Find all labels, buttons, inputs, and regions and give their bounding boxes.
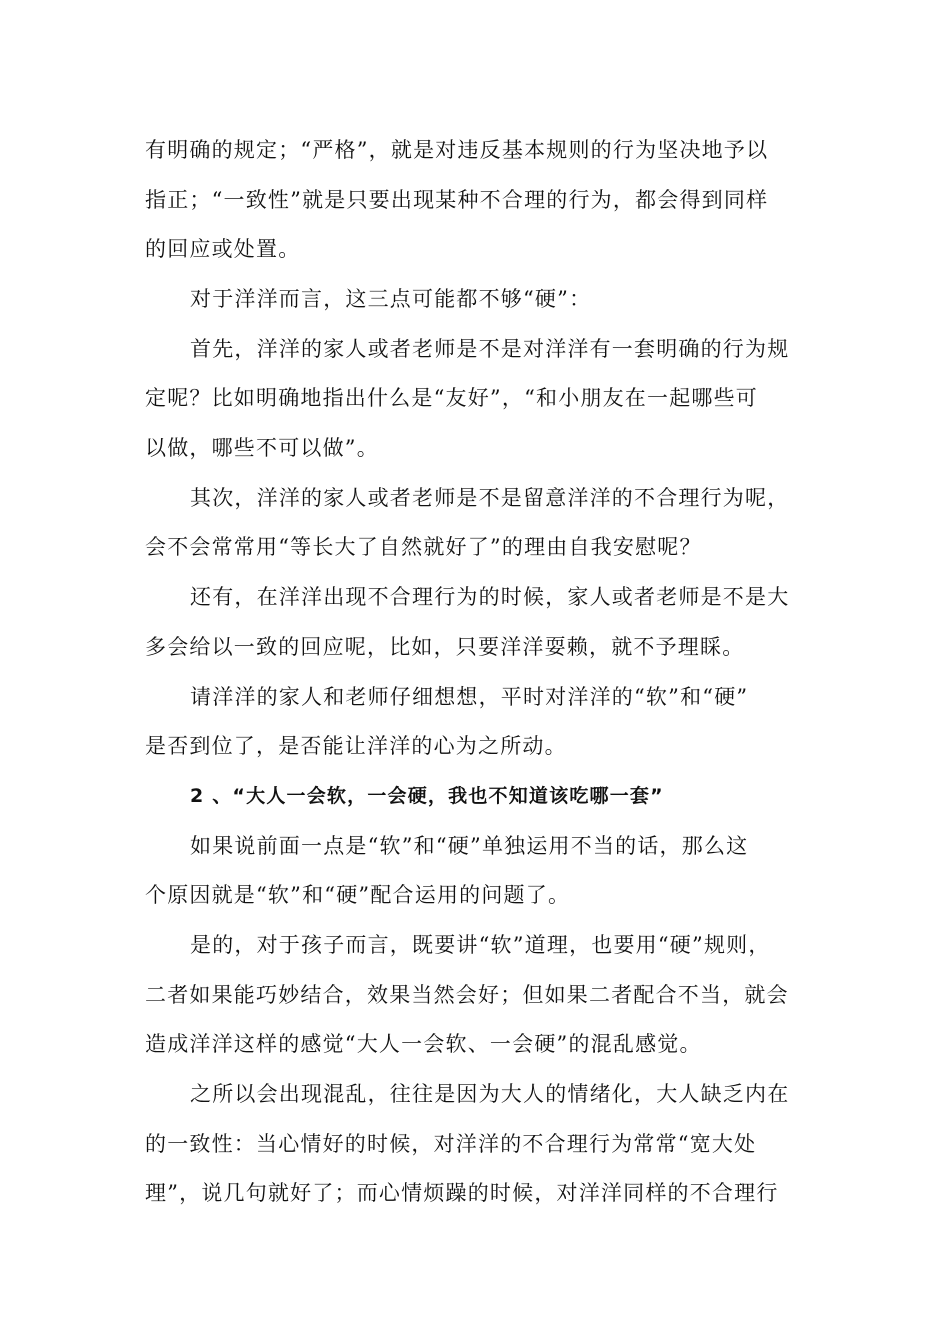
- text-line-17: 是的，对于孩子而言，既要讲“软”道理，也要用“硬”规则，: [190, 933, 771, 957]
- text-line-1: 有明确的规定；“严格”，就是对违反基本规则的行为坚决地予以: [145, 138, 769, 162]
- text-line-8: 其次，洋洋的家人或者老师是不是留意洋洋的不合理行为呢，: [190, 486, 790, 510]
- text-line-4: 对于洋洋而言，这三点可能都不够“硬”：: [190, 287, 592, 311]
- text-line-18: 二者如果能巧妙结合，效果当然会好；但如果二者配合不当，就会: [145, 983, 789, 1007]
- text-line-12: 请洋洋的家人和老师仔细想想，平时对洋洋的“软”和“硬”: [190, 685, 749, 709]
- text-line-9: 会不会常常用“等长大了自然就好了”的理由自我安慰呢？: [145, 535, 702, 559]
- text-line-21: 的一致性：当心情好的时候，对洋洋的不合理行为常常“宽大处: [145, 1132, 757, 1156]
- text-line-5: 首先，洋洋的家人或者老师是不是对洋洋有一套明确的行为规: [190, 337, 790, 361]
- text-line-6: 定呢？比如明确地指出什么是“友好”，“和小朋友在一起哪些可: [145, 386, 759, 410]
- text-line-3: 的回应或处置。: [145, 237, 301, 261]
- text-line-7: 以做，哪些不可以做”。: [145, 436, 379, 460]
- section-heading: 2 、“大人一会软，一会硬，我也不知道该吃哪一套”: [190, 785, 664, 807]
- text-line-19: 造成洋洋这样的感觉“大人一会软、一会硬”的混乱感觉。: [145, 1032, 702, 1056]
- text-line-15: 如果说前面一点是“软”和“硬”单独运用不当的话，那么这: [190, 834, 749, 858]
- text-line-10: 还有，在洋洋出现不合理行为的时候，家人或者老师是不是大: [190, 585, 790, 609]
- text-line-13: 是否到位了，是否能让洋洋的心为之所动。: [145, 734, 567, 758]
- text-line-2: 指正；“一致性”就是只要出现某种不合理的行为，都会得到同样: [145, 188, 769, 212]
- text-line-11: 多会给以一致的回应呢，比如，只要洋洋耍赖，就不予理睬。: [145, 635, 745, 659]
- text-line-20: 之所以会出现混乱，往往是因为大人的情绪化，大人缺乏内在: [190, 1082, 790, 1106]
- text-line-16: 个原因就是“软”和“硬”配合运用的问题了。: [145, 883, 571, 907]
- text-line-22: 理”，说几句就好了；而心情烦躁的时候，对洋洋同样的不合理行: [145, 1181, 779, 1205]
